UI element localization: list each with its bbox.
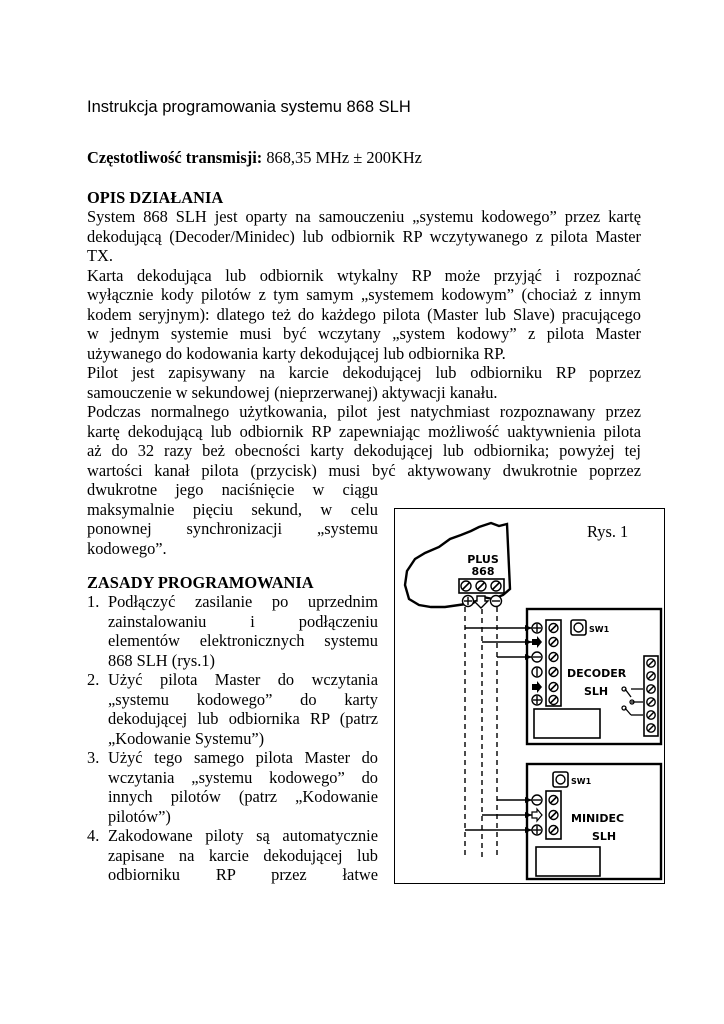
opis-narrow-line: ponownej synchronizacji „systemu [87,519,378,538]
plus-terminals [461,581,501,591]
opis-line: kartę dekodującą lub odbiornik RP zapewniając możliwość uaktywnienia pilota [87,421,641,441]
zasady-item-line: elementów elektronicznych systemu [108,631,378,650]
decoder-sw1-label: SW1 [589,625,610,634]
opis-line: w jednym systemie musi być wczytany „system kodowy” z pilota Master [87,324,641,343]
opis-narrow-line: dwukrotne jego naciśnięcie w ciągu [87,480,378,499]
minidec-wires [465,800,532,830]
zasady-item-number: 4. [87,826,100,845]
figure-rys-1 [394,508,665,884]
opis-line: TX. [87,246,113,265]
opis-line: kodem seryjnym): dlatego też do każdego pilota (Master lub Slave) pracującego [87,304,641,324]
opis-line: aż do 32 razy beż obecności karty dekodującej lub odbiornika; powyżej tej [87,441,641,460]
frequency-line [87,148,422,168]
zasady-item-line: innych pilotów (patrz „Kodowanie [108,787,378,806]
figure-caption: Rys. 1 [587,522,629,541]
zasady-item-line: zainstalowaniu i podłączeniu [108,611,378,631]
zasady-item-line: Użyć pilota Master do wczytania [108,670,378,689]
zasady-item [87,748,378,826]
zasady-item [87,670,378,748]
decoder-wires [465,628,532,657]
opis-line: System 868 SLH jest oparty na samouczeniu „systemu kodowego” przez kartę [87,207,641,226]
zasady-item-line: pilotów”) [108,806,171,826]
opis-narrow-line: kodowego”. [87,538,167,558]
opis-line: Pilot jest zapisywany na karcie dekodującej lub odbiorniku RP poprzez [87,363,641,382]
zasady-item-line: zapisane na karcie dekodującej lub [108,845,378,865]
zasady-item-line: Podłączyć zasilanie po uprzednim [108,592,378,611]
minidec-relay-housing [536,847,600,876]
decoder-relay-housing [534,709,600,738]
opis-line: samouczenie w sekundowej (nieprzerwanej) aktywacji kanału. [87,382,498,402]
opis-line: Karta dekodująca lub odbiornik wtykalny RP może przyjąć i rozpoznać [87,265,641,285]
decoder-model: SLH [584,685,609,698]
zasady-item-line: wczytania „systemu kodowego” do [108,767,378,787]
opis-line: wartości kanał pilota (przycisk) musi być aktywowany dwukrotnie poprzez [87,460,641,480]
zasady-item-line: „systemu kodowego” do karty [108,689,378,709]
zasady-heading: ZASADY PROGRAMOWANIA [87,573,314,592]
opis-line: Podczas normalnego użytkowania, pilot jest natychmiast rozpoznawany przez [87,402,641,421]
plus-model: 868 [471,565,495,578]
zasady-item-line: odbiorniku RP przez łatwe [108,865,378,884]
document-title: Instrukcja programowania systemu 868 SLH [87,98,411,116]
zasady-item-number: 1. [87,592,100,611]
zasady-item [87,592,378,670]
wiring-diagram [395,509,666,885]
zasady-item-line: Zakodowane piloty są automatycznie [108,826,378,845]
frequency-label: Częstotliwość transmisji: [87,148,263,167]
plus-polarity-symbols [463,596,502,609]
zasady-item-number: 2. [87,670,100,689]
zasady-item-line: dekodującej lub odbiornika RP (patrz [108,709,378,728]
opis-line: używanego do kodowania karty dekodującej lub odbiornika RP. [87,343,506,363]
zasady-item-line: 868 SLH (rys.1) [108,650,215,670]
minidec-model: SLH [592,830,617,843]
dashed-bus-lines [465,607,497,859]
opis-heading: OPIS DZIAŁANIA [87,188,224,207]
frequency-value: 868,35 MHz ± 200KHz [262,148,422,167]
zasady-item [87,826,378,885]
minidec-input-symbols [532,795,542,835]
decoder-label: DECODER [567,667,627,680]
zasady-item-number: 3. [87,748,100,767]
zasady-item-line: „Kodowanie Systemu”) [108,728,265,748]
minidec-label: MINIDEC [571,812,625,825]
plus-label: PLUS [467,553,499,566]
opis-narrow-line: maksymalnie pięciu sekund, w celu [87,499,378,519]
opis-line: wyłącznie kody pilotów z tym samym „systemem kodowym” (chociaż z innym [87,285,641,304]
zasady-item-line: Użyć tego samego pilota Master do [108,748,378,767]
minidec-sw1-label: SW1 [571,777,592,786]
opis-line: dekodującą (Decoder/Minidec) lub odbiornik RP wczytywanego z pilota Master [87,226,641,246]
